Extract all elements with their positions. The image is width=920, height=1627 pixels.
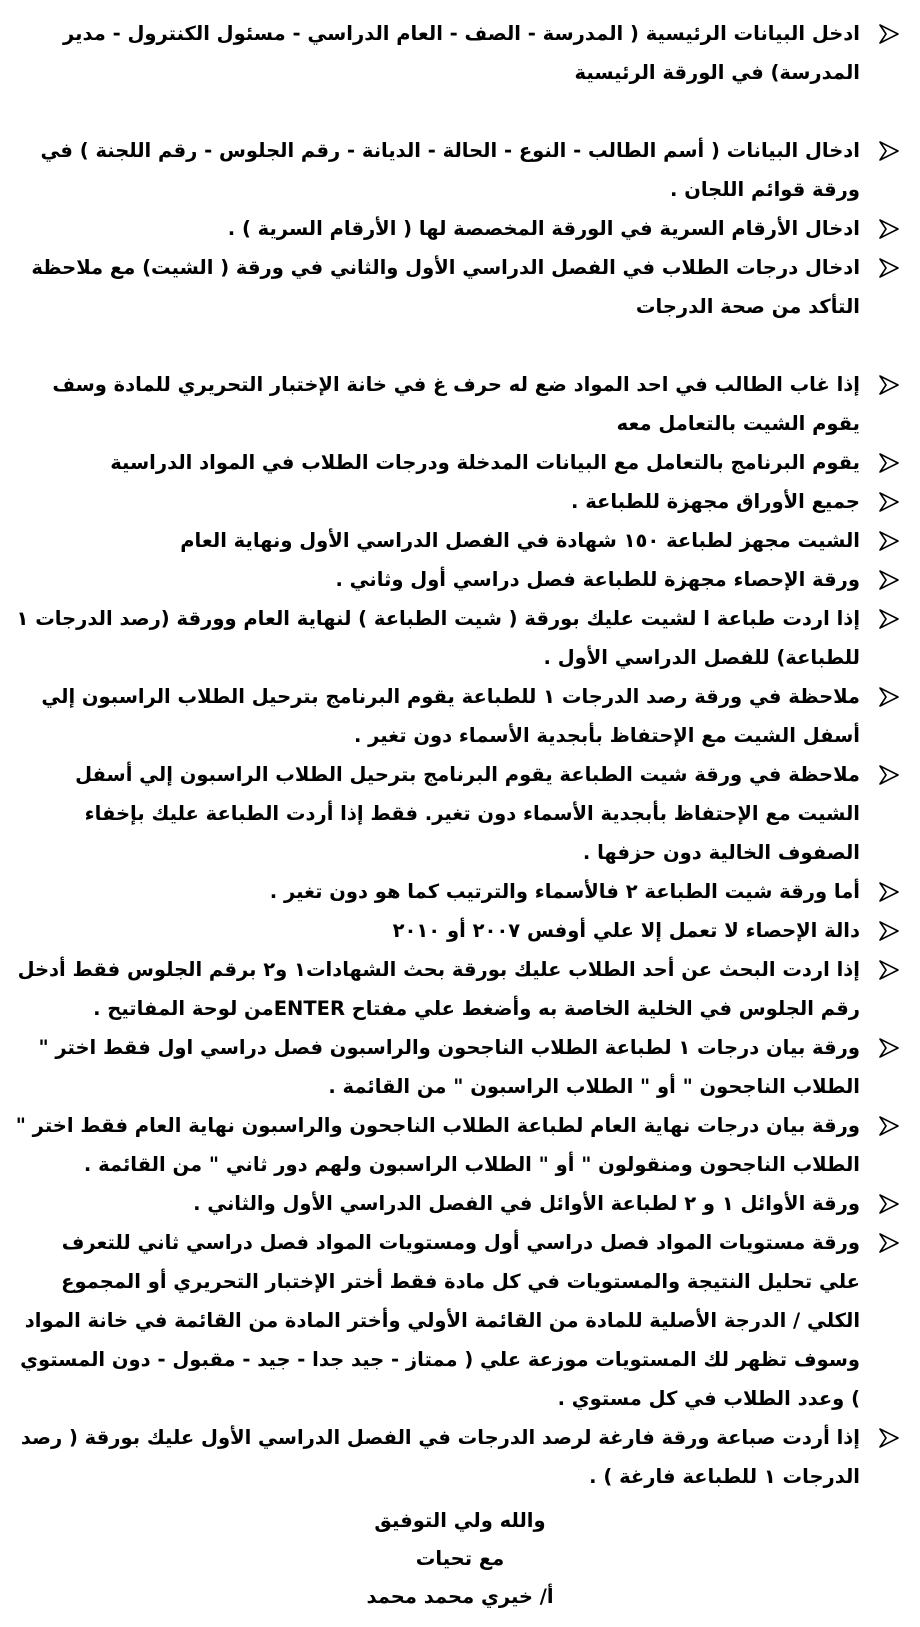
arrow-bullet-icon xyxy=(878,882,900,902)
arrow-bullet-icon xyxy=(878,24,900,44)
list-item xyxy=(14,1418,906,1496)
list-item xyxy=(14,755,906,872)
arrow-bullet-icon xyxy=(878,531,900,551)
list-item-text: أما ورقة شيت الطباعة ٢ فالأسماء والترتيب كما هو دون تغير . xyxy=(269,880,860,903)
arrow-bullet-icon xyxy=(878,1233,900,1253)
arrow-bullet-icon xyxy=(878,453,900,473)
author-signature: أ/ خيري محمد محمد xyxy=(366,1585,554,1608)
arrow-bullet-icon xyxy=(878,1194,900,1214)
list-item-text: إذا اردت البحث عن أحد الطلاب عليك بورقة بحث الشهادات١ و٢ برقم الجلوس فقط أدخل رقم الجلوس في الخلية الخاصة به وأضغط علي مفتاح ENTERمن لوحة المفاتيح . xyxy=(17,958,860,1020)
arrow-bullet-icon xyxy=(878,375,900,395)
arrow-bullet-icon xyxy=(878,258,900,278)
list-item-text: ورقة الإحصاء مجهزة للطباعة فصل دراسي أول وثاني . xyxy=(335,568,860,591)
list-item xyxy=(14,599,906,677)
list-item-text: إذا أردت صباعة ورقة فارغة لرصد الدرجات في الفصل الدراسي الأول عليك بورقة ( رصد الدرجات ١ للطباعة فارغة ) . xyxy=(20,1426,860,1488)
arrow-bullet-icon xyxy=(878,219,900,239)
instructions-list xyxy=(14,14,906,1496)
closing-blessing: والله ولي التوفيق xyxy=(374,1509,546,1532)
list-item-text: ادخال الأرقام السرية في الورقة المخصصة لها ( الأرقام السرية ) . xyxy=(227,217,860,240)
list-item xyxy=(14,1106,906,1184)
list-item xyxy=(14,1223,906,1418)
list-item-text: دالة الإحصاء لا تعمل إلا علي أوفس ٢٠٠٧ أو ٢٠١٠ xyxy=(392,919,860,942)
list-item-text: ادخال البيانات ( أسم الطالب - النوع - الحالة - الديانة - رقم الجلوس - رقم اللجنة ) في ورقة قوائم اللجان . xyxy=(40,139,860,201)
list-item xyxy=(14,209,906,248)
list-item-text: ورقة بيان درجات ١ لطباعة الطلاب الناجحون والراسبون فصل دراسي اول فقط اختر " الطلاب الناجحون " أو " الطلاب الراسبون " من القائمة . xyxy=(38,1036,860,1098)
list-item xyxy=(14,443,906,482)
arrow-bullet-icon xyxy=(878,1116,900,1136)
arrow-bullet-icon xyxy=(878,960,900,980)
arrow-bullet-icon xyxy=(878,141,900,161)
list-item-text: ملاحظة في ورقة رصد الدرجات ١ للطباعة يقوم البرنامج بترحيل الطلاب الراسبون إلي أسفل الشيت مع الإحتفاظ بأبجدية الأسماء دون تغير . xyxy=(41,685,860,747)
list-item xyxy=(14,482,906,521)
list-item-text: الشيت مجهز لطباعة ١٥٠ شهادة في الفصل الدراسي الأول ونهاية العام xyxy=(180,529,860,552)
list-item xyxy=(14,365,906,443)
closing-block xyxy=(14,1502,906,1616)
list-item xyxy=(14,248,906,326)
list-item xyxy=(14,560,906,599)
arrow-bullet-icon xyxy=(878,1428,900,1448)
list-item xyxy=(14,1184,906,1223)
list-item-text: ورقة الأوائل ١ و ٢ لطباعة الأوائل في الفصل الدراسي الأول والثاني . xyxy=(193,1192,860,1215)
list-item-text: ورقة بيان درجات نهاية العام لطباعة الطلاب الناجحون والراسبون نهاية العام فقط اختر " الطلاب الناجحون ومنقولون " أو " الطلاب الراسبون ولهم دور ثاني " من القائمة . xyxy=(15,1114,860,1176)
arrow-bullet-icon xyxy=(878,1038,900,1058)
list-item xyxy=(14,911,906,950)
list-item xyxy=(14,872,906,911)
list-item-text: يقوم البرنامج بالتعامل مع البيانات المدخلة ودرجات الطلاب في المواد الدراسية xyxy=(110,451,860,474)
list-item xyxy=(14,131,906,209)
arrow-bullet-icon xyxy=(878,765,900,785)
list-item-text: إذا غاب الطالب في احد المواد ضع له حرف غ في خانة الإختبار التحريري للمادة وسف يقوم الشيت بالتعامل معه xyxy=(52,373,860,435)
arrow-bullet-icon xyxy=(878,609,900,629)
list-item-text: جميع الأوراق مجهزة للطباعة . xyxy=(571,490,860,513)
list-item xyxy=(14,14,906,92)
arrow-bullet-icon xyxy=(878,570,900,590)
arrow-bullet-icon xyxy=(878,687,900,707)
arrow-bullet-icon xyxy=(878,492,900,512)
list-item xyxy=(14,1028,906,1106)
list-item xyxy=(14,677,906,755)
list-item-text: ادخل البيانات الرئيسية ( المدرسة - الصف - العام الدراسي - مسئول الكنترول - مدير المدرسة) في الورقة الرئيسية xyxy=(63,22,860,84)
list-item-text: ملاحظة في ورقة شيت الطباعة يقوم البرنامج بترحيل الطلاب الراسبون إلي أسفل الشيت مع الإحتفاظ بأبجدية الأسماء دون تغير. فقط إذا أردت الطباعة عليك بإخفاء الصفوف الخالية دون حزفها . xyxy=(75,763,860,864)
list-item-text: ورقة مستويات المواد فصل دراسي أول ومستويات المواد فصل دراسي ثاني للتعرف علي تحليل النتيجة والمستويات في كل مادة فقط أختر الإختبار التحريري أو المجموع الكلي / الدرجة الأصلية للمادة من القائمة الأولي وأختر المادة من القائمة في خانة المواد وسوف تظهر لك المستويات موزعة علي ( ممتاز - جيد جدا - جيد - مقبول - دون المستوي ) وعدد الطلاب في كل مستوي . xyxy=(20,1231,860,1410)
closing-greeting: مع تحيات xyxy=(415,1547,505,1570)
list-item xyxy=(14,521,906,560)
list-item-text: ادخال درجات الطلاب في الفصل الدراسي الأول والثاني في ورقة ( الشيت) مع ملاحظة التأكد من صحة الدرجات xyxy=(31,256,860,318)
list-item xyxy=(14,950,906,1028)
list-item-text: إذا اردت طباعة ا لشيت عليك بورقة ( شيت الطباعة ) لنهاية العام وورقة (رصد الدرجات ١ للطباعة) للفصل الدراسي الأول . xyxy=(16,607,860,669)
arrow-bullet-icon xyxy=(878,921,900,941)
